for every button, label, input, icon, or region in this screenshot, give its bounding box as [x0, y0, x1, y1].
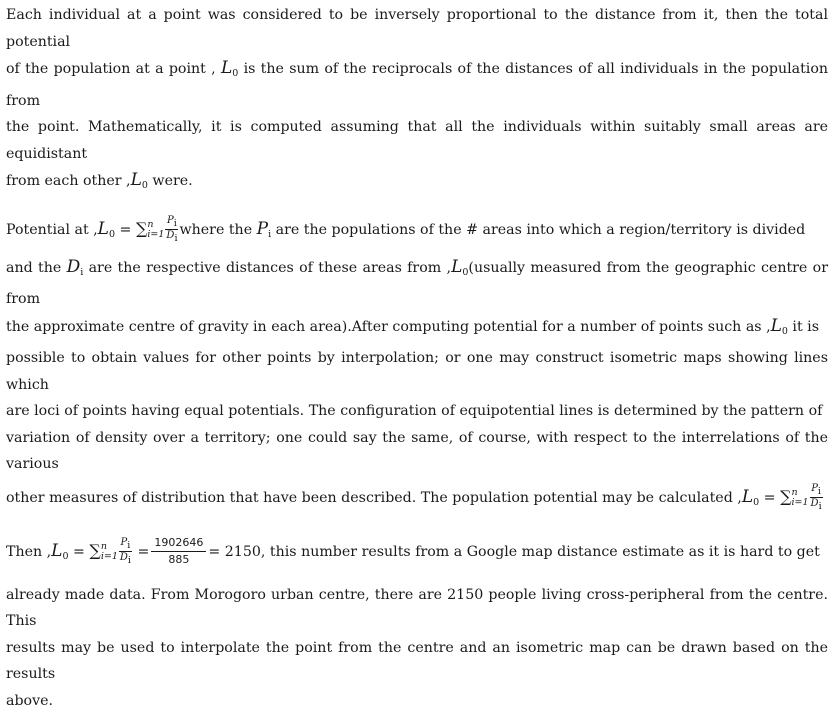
D-letter: D [67, 257, 81, 277]
fraction-numeric [151, 535, 206, 568]
upper-limit: n [101, 542, 118, 552]
document-body [6, 0, 828, 714]
p3-rest: = 2150, this number results from a Google map distance estimate as it is hard to get [208, 544, 819, 560]
p2-line-3 [6, 313, 828, 346]
sub-i: i [174, 233, 177, 244]
sigma-symbol: ∑ [136, 219, 147, 238]
frac-numerator [810, 483, 823, 498]
p1-line-3: the point. Mathematically, it is computed assuming that all the individuals within suitably small areas are equidistant [6, 114, 828, 167]
p4-line-3: above. [6, 688, 828, 714]
p2-line-7 [6, 478, 828, 522]
lower-limit: i=1 [101, 552, 118, 562]
p2-line-3-a: the approximate centre of gravity in each area).After computing potential for a number of points such as , [6, 319, 771, 335]
potential-formula [98, 222, 180, 238]
p3-line-1 [6, 532, 828, 576]
L0-symbol [771, 319, 788, 335]
fraction-P-over-D [810, 483, 823, 512]
p1-line-2 [6, 55, 828, 114]
upper-limit: n [147, 220, 164, 230]
L-letter: L [51, 541, 62, 561]
P-letter: P [257, 219, 268, 239]
p4-line-2: results may be used to interpolate the point from the centre and an isometric map can be drawn based on the results [6, 635, 828, 688]
sub-zero: 0 [62, 551, 68, 562]
L-letter: L [451, 257, 462, 277]
sub-zero: 0 [232, 68, 238, 79]
sub-i: i [128, 555, 131, 566]
L-letter: L [771, 316, 782, 336]
P-letter: P [167, 215, 174, 226]
lower-limit: i=1 [147, 230, 164, 240]
upper-limit: n [792, 488, 809, 498]
sub-zero: 0 [142, 180, 148, 191]
sub-zero: 0 [753, 497, 759, 508]
fraction-P-over-D [165, 215, 178, 244]
p2-line-5: are loci of points having equal potentials. The configuration of equipotential lines is determined by the pattern of [6, 398, 828, 425]
p1-line-1: Each individual at a point was considered to be inversely proportional to the distance from it, then the total potential [6, 2, 828, 55]
sub-i: i [174, 218, 177, 229]
p1-line-2-a: of the population at a point , [6, 61, 216, 77]
p2-line-3-b: it is [788, 319, 819, 335]
frac-numerator [119, 537, 132, 552]
p2-line-1 [6, 210, 828, 254]
sum-limits [101, 542, 118, 562]
D-letter: D [166, 230, 174, 241]
potential-formula [51, 544, 149, 560]
paragraph-3 [6, 532, 828, 576]
Di-symbol [67, 260, 84, 276]
p2-line-7-a: other measures of distribution that have been described. The population potential may be calculated , [6, 490, 742, 506]
L0-symbol [131, 173, 148, 189]
equals-sign: = [764, 490, 776, 506]
lower-limit: i=1 [792, 498, 809, 508]
sum-limits [147, 220, 164, 240]
P-letter: P [811, 483, 818, 494]
sub-i: i [80, 267, 83, 278]
equals-sign: = [137, 544, 149, 560]
sub-i: i [819, 501, 822, 512]
p2-line-2-c: (usually measured from the geographic centre or from [6, 260, 828, 308]
p2-mid: where the [179, 222, 252, 238]
L0-symbol [221, 61, 238, 77]
p4-line-1: already made data. From Morogoro urban centre, there are 2150 people living cross-peripheral from the centre. This [6, 582, 828, 635]
p2-rest: are the populations of the # areas into which a region/territory is divided [271, 222, 805, 238]
p1-line-2-b: is the sum of the reciprocals of the distances of all individuals in the population from [6, 61, 828, 109]
fraction-P-over-D [119, 537, 132, 566]
equals-sign: = [120, 222, 132, 238]
p1-line-4-a: from each other , [6, 173, 131, 189]
p1-line-4 [6, 167, 828, 200]
numeric-numerator: 1902646 [151, 535, 206, 552]
p2-line-4: possible to obtain values for other points by interpolation; or one may construct isometric maps showing lines which [6, 345, 828, 398]
L-letter: L [742, 487, 753, 507]
L-letter: L [221, 58, 232, 78]
sub-i: i [818, 486, 821, 497]
paragraph-4 [6, 582, 828, 714]
sub-zero: 0 [782, 326, 788, 337]
frac-denominator [165, 230, 178, 244]
paragraph-1 [6, 0, 828, 200]
p2-line-2-b: are the respective distances of these areas from , [83, 260, 451, 276]
L-letter: L [98, 219, 109, 239]
paragraph-2 [6, 210, 828, 522]
frac-denominator [810, 498, 823, 512]
sum-limits [792, 488, 809, 508]
frac-numerator [165, 215, 178, 230]
p3-start: Then , [6, 544, 51, 560]
p2-line-6: variation of density over a territory; one could say the same, of course, with respect to the interrelations of the various [6, 425, 828, 478]
p1-line-4-b: were. [148, 173, 193, 189]
L-letter: L [131, 170, 142, 190]
sub-i: i [268, 229, 271, 240]
Pi-symbol [257, 222, 272, 238]
sub-zero: 0 [109, 229, 115, 240]
P-letter: P [121, 537, 128, 548]
p2-start: Potential at , [6, 222, 98, 238]
frac-denominator [119, 552, 132, 566]
sigma-symbol: ∑ [780, 487, 791, 506]
sub-zero: 0 [462, 267, 468, 278]
L0-symbol [451, 260, 468, 276]
p2-line-2 [6, 254, 828, 313]
D-letter: D [811, 498, 819, 509]
sigma-symbol: ∑ [89, 541, 100, 560]
D-letter: D [120, 552, 128, 563]
equals-sign: = [73, 544, 85, 560]
sub-i: i [127, 540, 130, 551]
p2-line-2-a: and the [6, 260, 61, 276]
numeric-denominator: 885 [151, 552, 206, 568]
